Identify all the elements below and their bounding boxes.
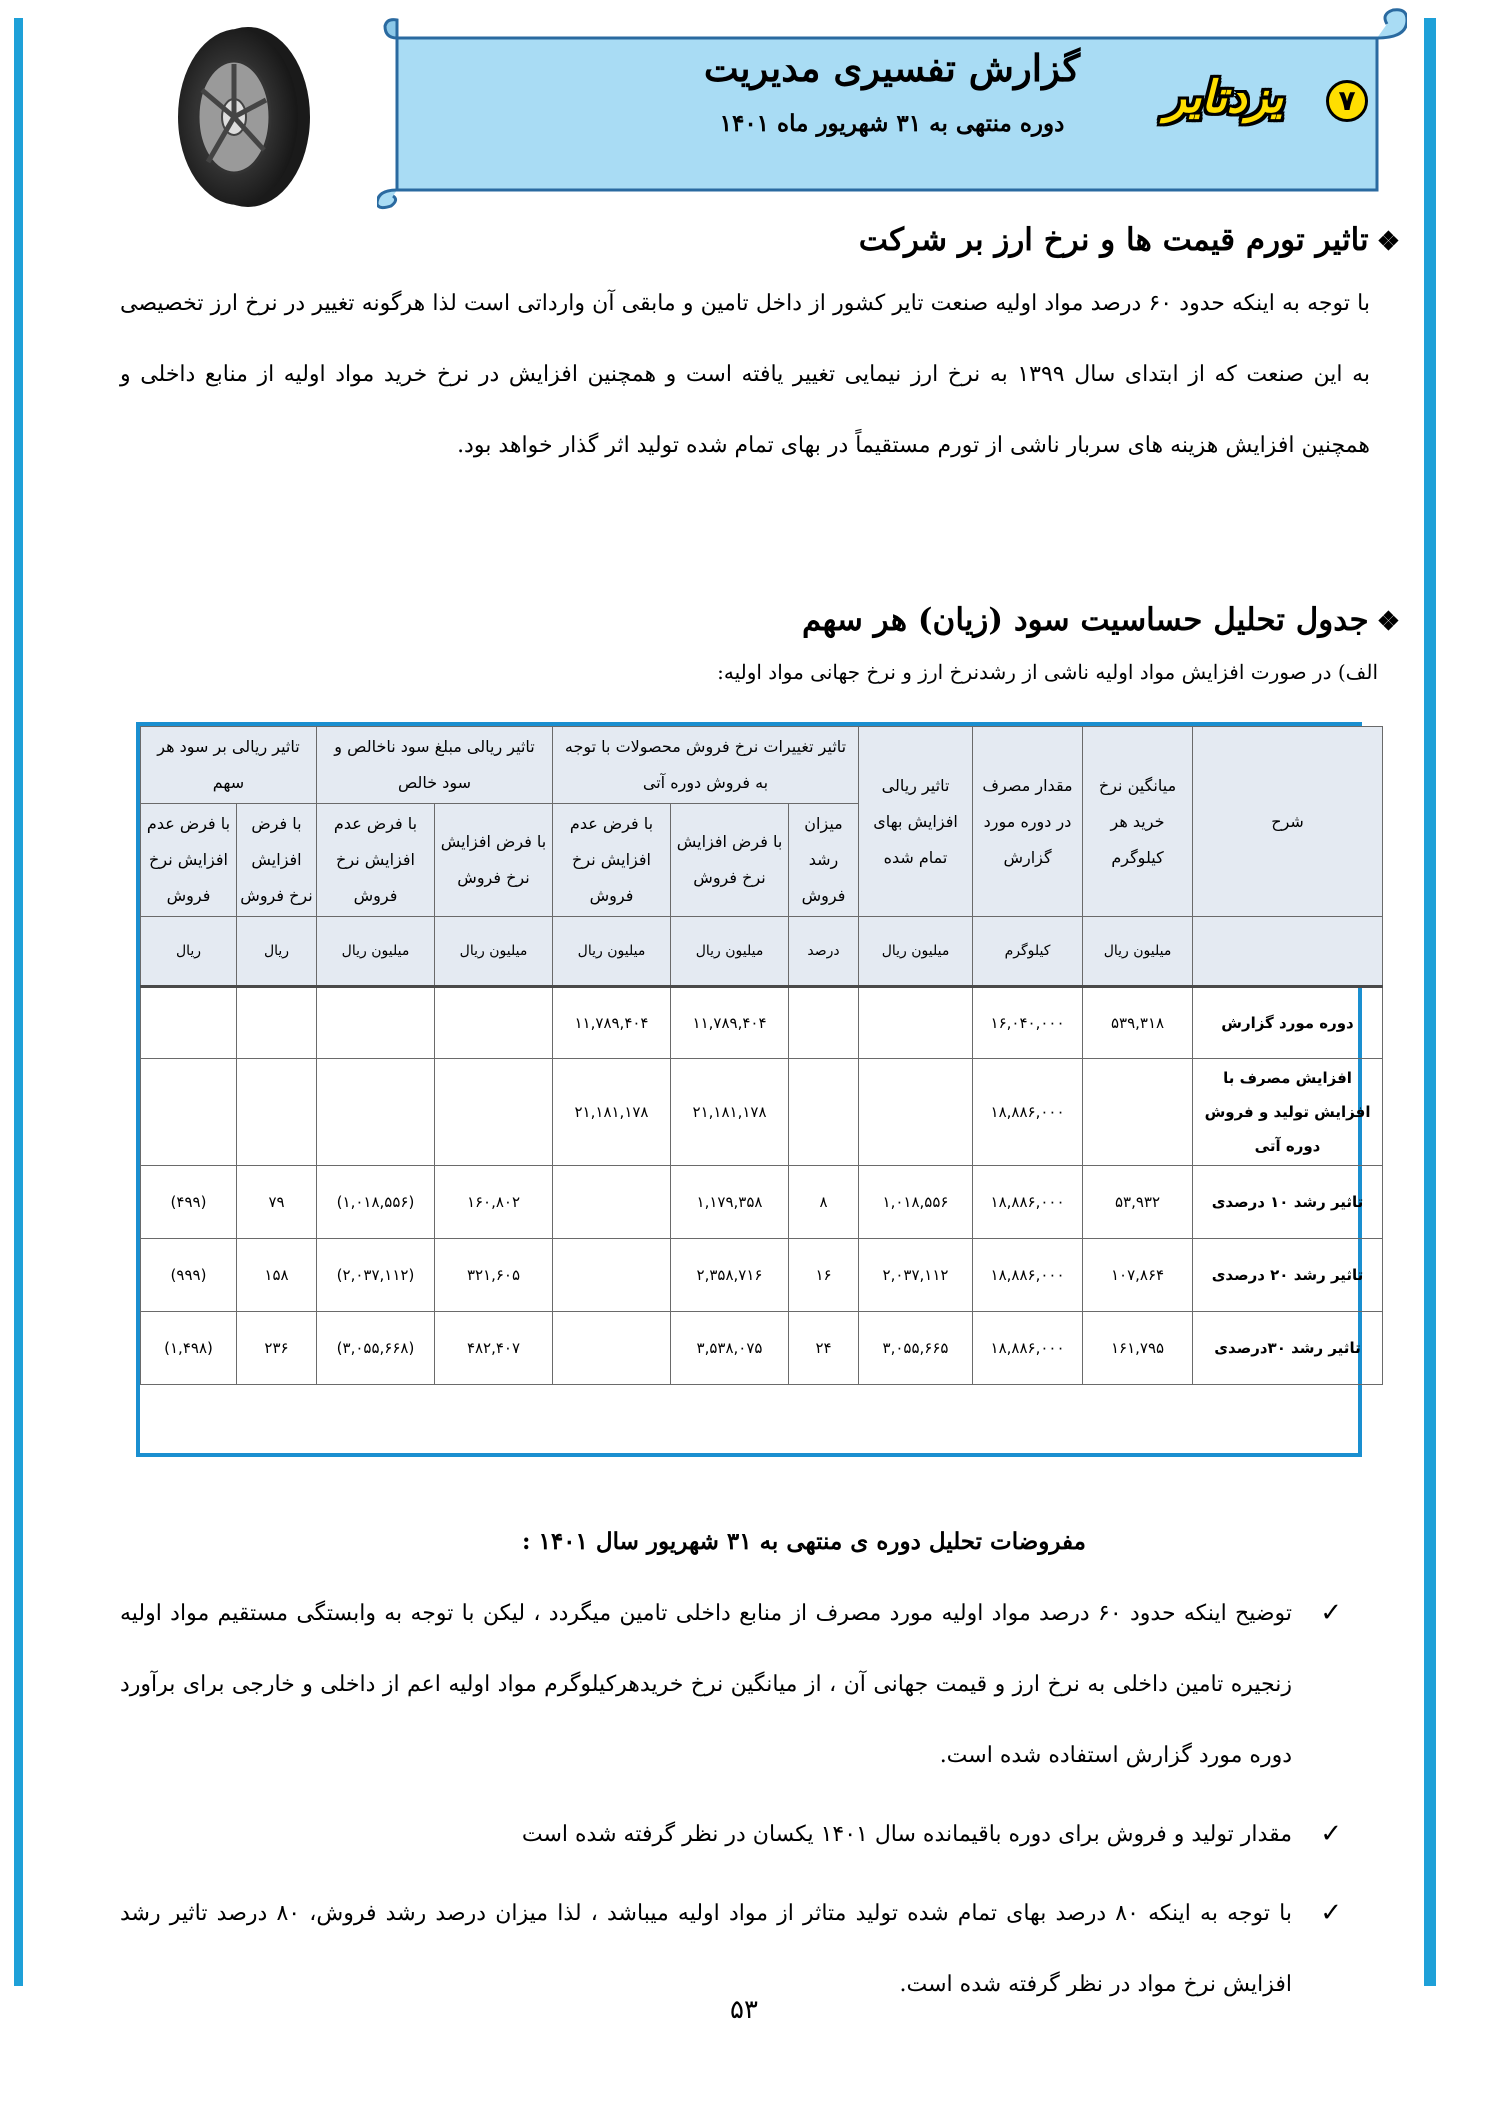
col-header-profit-group: تاثیر ریالی مبلغ سود ناخالص و سود خالص <box>317 727 553 804</box>
table-cell <box>859 987 973 1059</box>
section-heading-inflation <box>859 222 1400 258</box>
table-cell: ۲۴ <box>789 1312 859 1385</box>
page-number: ۵۳ <box>730 1995 758 2025</box>
table-row <box>141 1239 1383 1312</box>
table-cell: (۲,۰۳۷,۱۱۲) <box>317 1239 435 1312</box>
col-header-sales-growth: میزان رشد فروش <box>789 804 859 917</box>
table-cell: ۲,۰۳۷,۱۱۲ <box>859 1239 973 1312</box>
unit-cell: میلیون ریال <box>317 917 435 987</box>
unit-cell: میلیون ریال <box>1083 917 1193 987</box>
table-cell: ۱۱,۷۸۹,۴۰۴ <box>671 987 789 1059</box>
table-cell: ۱,۰۱۸,۵۵۶ <box>859 1166 973 1239</box>
col-header-sharh: شرح <box>1193 727 1383 917</box>
col-header-sales-without-increase: با فرض عدم افزایش نرخ فروش <box>553 804 671 917</box>
col-header-eps-group: تاثیر ریالی بر سود هر سهم <box>141 727 317 804</box>
tire-icon <box>168 22 318 212</box>
table-cell: ۷۹ <box>237 1166 317 1239</box>
col-header-avg-price: میانگین نرخ خرید هر کیلوگرم <box>1083 727 1193 917</box>
checkmark-icon: ✓ <box>1320 1819 1342 1849</box>
table-cell: ۲,۳۵۸,۷۱۶ <box>671 1239 789 1312</box>
table-cell: (۴۹۹) <box>141 1166 237 1239</box>
table-cell: (۹۹۹) <box>141 1239 237 1312</box>
table-cell: ۱,۱۷۹,۳۵۸ <box>671 1166 789 1239</box>
list-item <box>120 1578 1342 1791</box>
table-cell: ۱۶ <box>789 1239 859 1312</box>
table-cell: ۲۱,۱۸۱,۱۷۸ <box>553 1059 671 1166</box>
table-cell: ۲۱,۱۸۱,۱۷۸ <box>671 1059 789 1166</box>
table-cell <box>553 1312 671 1385</box>
col-header-consumption: مقدار مصرف در دوره مورد گزارش <box>973 727 1083 917</box>
col-header-eps-with: با فرض افزایش نرخ فروش <box>237 804 317 917</box>
table-cell: ۵۳,۹۳۲ <box>1083 1166 1193 1239</box>
table-cell <box>317 987 435 1059</box>
assumptions-list <box>120 1578 1342 2028</box>
table-cell: ۱۶۰,۸۰۲ <box>435 1166 553 1239</box>
table-cell <box>237 987 317 1059</box>
inflation-paragraph: با توجه به اینکه حدود ۶۰ درصد مواد اولیه صنعت تایر کشور از داخل تامین و مابقی آن وارداتی است لذا هرگونه تغییر در نرخ ارز تخصیصی به این صنعت که از ابتدای سال ۱۳۹۹ به نرخ ارز نیمایی تغییر یافته است و همچنین افزایش در نرخ خرید مواد اولیه از منابع داخلی و همچنین افزایش هزینه های سربار ناشی از تورم مستقیماً در بهای تمام شده تولید اثر گذار خواهد بود. <box>120 291 1370 458</box>
table-cell: ۱۸,۸۸۶,۰۰۰ <box>973 1059 1083 1166</box>
table-cell <box>1083 1059 1193 1166</box>
row-label: افزایش مصرف با افزایش تولید و فروش دوره آتی <box>1193 1059 1383 1166</box>
right-edge-stripe <box>1424 18 1436 1986</box>
table-cell: ۳۲۱,۶۰۵ <box>435 1239 553 1312</box>
table-row <box>141 1166 1383 1239</box>
company-logo-text: یزدتایر <box>1164 72 1284 123</box>
table-cell: ۱۶,۰۴۰,۰۰۰ <box>973 987 1083 1059</box>
table-cell: (۱,۴۹۸) <box>141 1312 237 1385</box>
list-item-text: با توجه به اینکه ۸۰ درصد بهای تمام شده تولید متاثر از مواد اولیه میباشد ، لذا میزان درصد رشد فروش، ۸۰ درصد تاثیر رشد افزایش نرخ مواد در نظر گرفته شده است. <box>120 1901 1293 1997</box>
table-cell: ۱۸,۸۸۶,۰۰۰ <box>973 1312 1083 1385</box>
table-cell: ۱۸,۸۸۶,۰۰۰ <box>973 1239 1083 1312</box>
table-cell: ۴۸۲,۴۰۷ <box>435 1312 553 1385</box>
unit-cell: ریال <box>237 917 317 987</box>
row-label: تاثیر رشد ۲۰ درصدی <box>1193 1239 1383 1312</box>
unit-cell: میلیون ریال <box>671 917 789 987</box>
table-cell: ۳,۰۵۵,۶۶۵ <box>859 1312 973 1385</box>
table-cell: ۱۵۸ <box>237 1239 317 1312</box>
units-cell-empty <box>1193 917 1383 987</box>
company-logo-number: ۷ <box>1326 80 1368 122</box>
checkmark-icon: ✓ <box>1320 1598 1342 1628</box>
table-cell: (۱,۰۱۸,۵۵۶) <box>317 1166 435 1239</box>
table-intro-label: الف) در صورت افزایش مواد اولیه ناشی از رشدنرخ ارز و نرخ جهانی مواد اولیه: <box>717 660 1378 684</box>
table-cell: ۱۶۱,۷۹۵ <box>1083 1312 1193 1385</box>
unit-cell: درصد <box>789 917 859 987</box>
diamond-bullet-icon: ❖ <box>1376 227 1400 257</box>
assumptions-title: مفروضات تحلیل دوره ی منتهی به ۳۱ شهریور سال ۱۴۰۱ : <box>521 1528 1086 1555</box>
table-cell <box>435 987 553 1059</box>
sensitivity-table <box>140 726 1383 1385</box>
table-cell: ۱۱,۷۸۹,۴۰۴ <box>553 987 671 1059</box>
table-cell: ۵۳۹,۳۱۸ <box>1083 987 1193 1059</box>
list-item <box>120 1799 1342 1870</box>
unit-cell: میلیون ریال <box>859 917 973 987</box>
table-cell <box>237 1059 317 1166</box>
col-header-sales-change-group: تاثیر تغییرات نرخ فروش محصولات با توجه به فروش دوره آتی <box>553 727 859 804</box>
table-cell <box>789 987 859 1059</box>
heading-text: جدول تحلیل حساسیت سود (زیان) هر سهم <box>801 602 1369 638</box>
table-cell: (۳,۰۵۵,۶۶۸) <box>317 1312 435 1385</box>
table-cell: ۱۰۷,۸۶۴ <box>1083 1239 1193 1312</box>
table-row <box>141 987 1383 1059</box>
list-item-text: مقدار تولید و فروش برای دوره باقیمانده سال ۱۴۰۱ یکسان در نظر گرفته شده است <box>521 1822 1292 1847</box>
unit-cell: میلیون ریال <box>553 917 671 987</box>
table-row <box>141 1312 1383 1385</box>
left-edge-stripe <box>14 18 23 1986</box>
table-cell <box>317 1059 435 1166</box>
col-header-eps-without: با فرض عدم افزایش نرخ فروش <box>141 804 237 917</box>
table-cell <box>553 1166 671 1239</box>
table-cell: ۱۸,۸۸۶,۰۰۰ <box>973 1166 1083 1239</box>
list-item-text: توضیح اینکه حدود ۶۰ درصد مواد اولیه مورد مصرف از منابع داخلی تامین میگردد ، لیکن با توجه به وابستگی مستقیم مواد اولیه زنجیره تامین داخلی به نرخ ارز و قیمت جهانی آن ، از میانگین نرخ خریدهرکیلوگرم مواد اولیه اعم از داخلی و خارجی برای برآورد دوره مورد گزارش استفاده شده است. <box>120 1601 1293 1768</box>
sensitivity-table-frame <box>136 722 1371 1457</box>
section-heading-sensitivity <box>802 602 1400 638</box>
col-header-cost-impact: تاثیر ریالی افزایش بهای تمام شده <box>859 727 973 917</box>
col-header-profit-with: با فرض افزایش نرخ فروش <box>435 804 553 917</box>
table-cell <box>789 1059 859 1166</box>
row-label: تاثیر رشد ۳۰درصدی <box>1193 1312 1383 1385</box>
unit-cell: کیلوگرم <box>973 917 1083 987</box>
table-cell <box>435 1059 553 1166</box>
diamond-bullet-icon: ❖ <box>1376 607 1400 637</box>
report-title: گزارش تفسیری مدیریت <box>703 46 1081 90</box>
table-cell <box>859 1059 973 1166</box>
report-period: دوره منتهی به ۳۱ شهریور ماه ۱۴۰۱ <box>719 110 1065 137</box>
table-cell <box>141 987 237 1059</box>
heading-text: تاثیر تورم قیمت ها و نرخ ارز بر شرکت <box>858 222 1369 258</box>
row-label: دوره مورد گزارش <box>1193 987 1383 1059</box>
col-header-profit-without: با فرض عدم افزایش نرخ فروش <box>317 804 435 917</box>
table-cell: ۳,۵۳۸,۰۷۵ <box>671 1312 789 1385</box>
unit-cell: ریال <box>141 917 237 987</box>
table-row <box>141 1059 1383 1166</box>
unit-cell: میلیون ریال <box>435 917 553 987</box>
table-cell <box>553 1239 671 1312</box>
table-cell: ۲۳۶ <box>237 1312 317 1385</box>
row-label: تاثیر رشد ۱۰ درصدی <box>1193 1166 1383 1239</box>
table-cell <box>141 1059 237 1166</box>
table-cell: ۸ <box>789 1166 859 1239</box>
checkmark-icon: ✓ <box>1320 1898 1342 1928</box>
col-header-sales-with-increase: با فرض افزایش نرخ فروش <box>671 804 789 917</box>
units-row <box>141 917 1383 987</box>
